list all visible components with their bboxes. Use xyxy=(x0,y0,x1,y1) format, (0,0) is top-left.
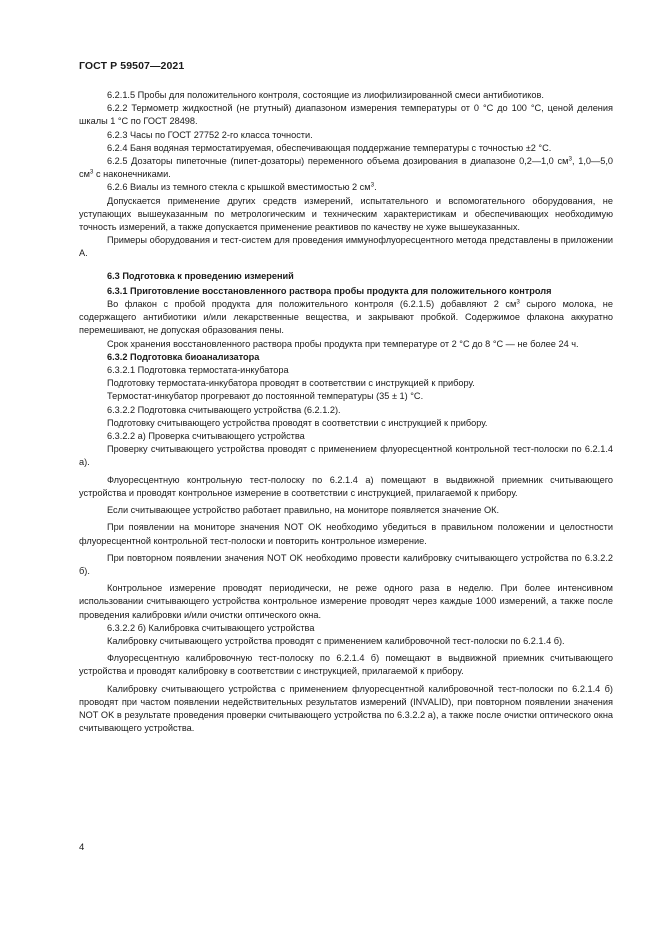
paragraph-calibration-strip: Флуоресцентную калибровочную тест-полоску по 6.2.1.4 б) помещают в выдвижной приемник считывающего устройства и проводят калибровку в соответствии с инструкцией, прилагаемой к прибору. xyxy=(79,653,613,677)
paragraph-reconstitution xyxy=(79,298,613,338)
paragraph-not-ok: При появлении на мониторе значения NOT OK необходимо убедиться в правильном положении и целостности флуоресцентной контрольной тест-полоски и повторить контрольное измерение. xyxy=(79,522,613,546)
paragraph-control-frequency: Контрольное измерение проводят периодически, не реже одного раза в неделю. При более интенсивном использовании считывающего устройства контрольное измерение проводят через каждые 1000 измерений, а также после проведения калибровки и/или очистки оптического окна. xyxy=(79,583,613,620)
text-run: Во флакон с пробой продукта для положительного контроля (6.2.1.5) добавляют 2 см xyxy=(107,299,517,310)
subsection-heading-6-3-2: 6.3.2 Подготовка биоанализатора xyxy=(107,351,260,362)
section-heading-6-3: 6.3 Подготовка к проведению измерений xyxy=(107,270,294,281)
paragraph-ok-value: Если считывающее устройство работает правильно, на мониторе появляется значение ОК. xyxy=(107,505,500,516)
text-run: 6.2.6 Виалы из темного стекла с крышкой вместимостью 2 см xyxy=(107,182,371,193)
paragraph-6-2-5 xyxy=(79,155,613,181)
paragraph-6-2-6 xyxy=(79,181,613,194)
paragraph-storage: Срок хранения восстановленного раствора пробы продукта при температуре от 2 °С до 8 °С — не более 24 ч. xyxy=(107,338,579,349)
superscript: 3 xyxy=(370,181,375,189)
paragraph-6-2-2: 6.2.2 Термометр жидкостной (не ртутный) диапазоном измерения температуры от 0 °С до 100 °С, ценой деления шкалы 1 °С по ГОСТ 28498. xyxy=(79,103,613,127)
paragraph-6-3-2-2-b: 6.3.2.2 б) Калибровка считывающего устройства xyxy=(107,622,315,633)
text-run: с наконечниками. xyxy=(93,169,171,180)
paragraph-calibration: Калибровку считывающего устройства проводят с применением калибровочной тест-полоски по 6.2.1.4 б). xyxy=(107,635,565,646)
paragraph-reader-check: Проверку считывающего устройства проводят с применением флуоресцентной контрольной тест-полоски по 6.2.1.4 а). xyxy=(79,444,613,468)
text-run: . xyxy=(374,182,377,193)
document-header: ГОСТ Р 59507—2021 xyxy=(79,60,185,72)
page-number: 4 xyxy=(79,842,85,853)
paragraph-6-3-2-2-a: 6.3.2.2 а) Проверка считывающего устройства xyxy=(107,431,305,442)
text-run: , 1,0—5,0 см xyxy=(79,156,613,180)
text-run: сырого молока, не содержащего антибиотики и/или лекарственные вещества, и закрывают пробкой. Содержимое флакона аккуратно перемешивают, не допуская образования пены. xyxy=(79,299,613,336)
paragraph-thermostat-heat: Термостат-инкубатор прогревают до постоянной температуры (35 ± 1) °С. xyxy=(107,391,424,402)
paragraph-control-strip: Флуоресцентную контрольную тест-полоску по 6.2.1.4 а) помещают в выдвижной приемник считывающего устройства и проводят контрольное измерение в соответствии с инструкцией, прилагаемой к прибору. xyxy=(79,474,613,498)
superscript: 3 xyxy=(516,298,520,306)
paragraph-repeat-not-ok: При повторном появлении значения NOT OK необходимо провести калибровку считывающего устройства по 6.3.2.2 б). xyxy=(79,552,613,576)
subsection-heading-6-3-1: 6.3.1 Приготовление восстановленного раствора пробы продукта для положительного контроля xyxy=(107,285,552,296)
text-run: 6.2.5 Дозаторы пипеточные (пипет-дозаторы) переменного объема дозирования в диапазоне 0,2—1,0 см xyxy=(107,156,569,167)
document-body xyxy=(79,89,613,735)
paragraph-6-3-2-2: 6.3.2.2 Подготовка считывающего устройства (6.2.1.2). xyxy=(107,404,341,415)
superscript: 3 xyxy=(89,168,94,176)
paragraph-reader-prep: Подготовку считывающего устройства проводят в соответствии с инструкцией к прибору. xyxy=(107,417,488,428)
paragraph-calibration-conditions: Калибровку считывающего устройства с применением флуоресцентной калибровочной тест-полоски по 6.2.1.4 б) проводят при частом появлении недействительных результатов измерений (INVALID), при повторном появлении значения NOT OK в результате проведения проверки считывающего устройства по 6.3.2.2 а), а также после очистки оптического окна считывающего устройства. xyxy=(79,683,613,734)
paragraph-6-2-1-5: 6.2.1.5 Пробы для положительного контроля, состоящие из лиофилизированной смеси антибиотиков. xyxy=(107,90,544,100)
paragraph-thermostat-prep: Подготовку термостата-инкубатора проводят в соответствии с инструкцией к прибору. xyxy=(107,378,475,389)
paragraph-6-3-2-1: 6.3.2.1 Подготовка термостата-инкубатора xyxy=(107,365,289,376)
paragraph-equipment-note: Допускается применение других средств измерений, испытательного и вспомогательного оборудования, не уступающих вышеуказанным по метрологическим и техническим характеристикам и обеспечивающих необходимую точность измерений, а также допускается применение реактивов по качеству не хуже вышеуказанных. xyxy=(79,195,613,233)
paragraph-examples-note: Примеры оборудования и тест-систем для проведения иммунофлуоресцентного метода представлены в приложении А. xyxy=(79,235,613,259)
paragraph-6-2-3: 6.2.3 Часы по ГОСТ 27752 2-го класса точности. xyxy=(107,129,313,140)
paragraph-6-2-4: 6.2.4 Баня водяная термостатируемая, обеспечивающая поддержание температуры с точностью ±2 °С. xyxy=(107,142,552,153)
superscript: 3 xyxy=(568,155,572,163)
